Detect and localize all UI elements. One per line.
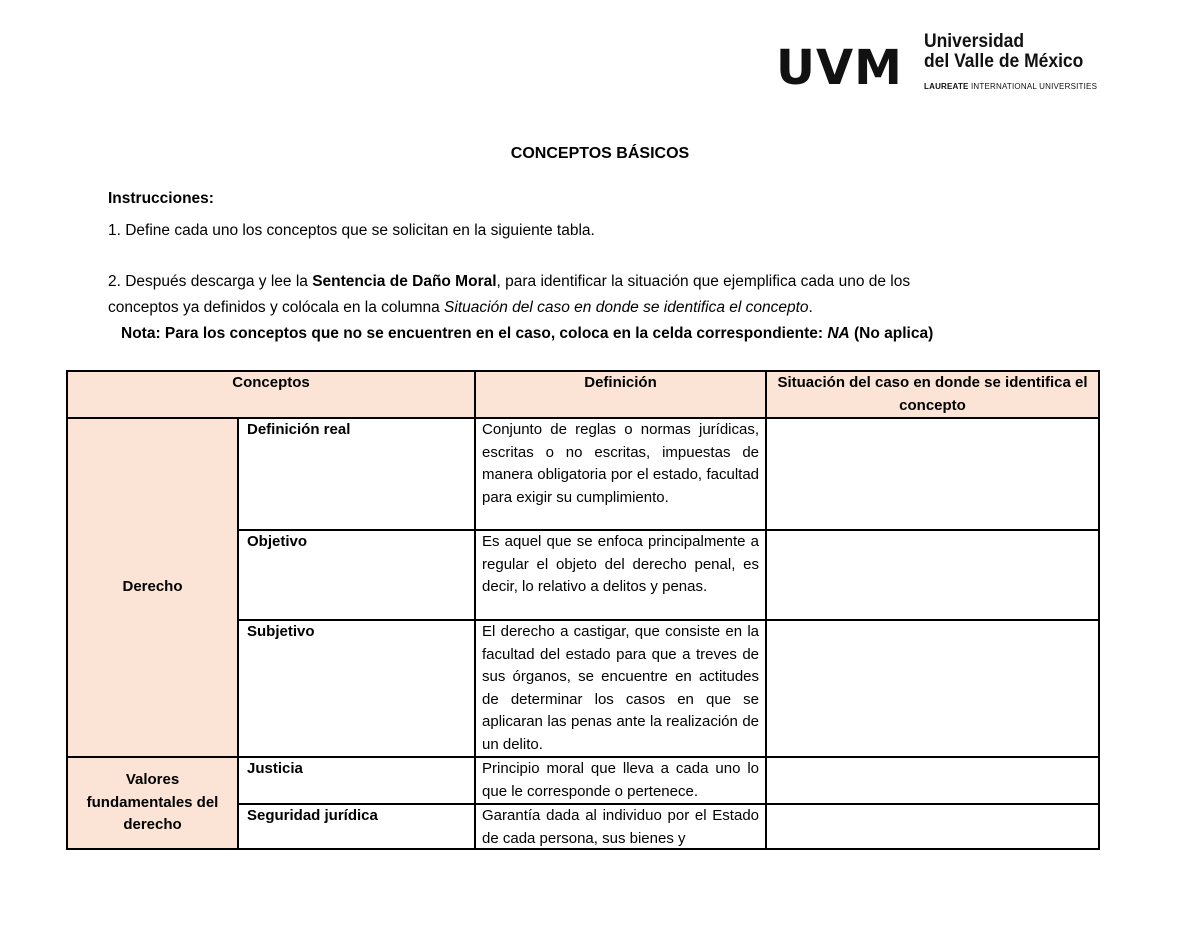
definition-cell[interactable]: Es aquel que se enfoca principalmente a regular el objeto del derecho penal, es decir, lo relativo a delitos y penas. [475,530,766,620]
logo-mark: UVM [776,40,903,96]
definition-cell[interactable]: El derecho a castigar, que consiste en la facultad del estado para que a treves de sus órganos, se encuentre en actitudes de determinar los casos en que se aplicaran las penas ante la realización de un delito. [475,620,766,757]
instruction-step-2-line-1 [108,271,910,293]
table-row [67,418,1099,530]
header-situation: Situación del caso en donde se identifica el concepto [766,371,1099,418]
group-derecho: Derecho [67,418,238,757]
logo-tag-bold: LAUREATE [924,82,969,91]
logo-name-line1: Universidad [924,31,1025,52]
step2-line2-pre: conceptos ya definidos y colócala en la columna [108,299,445,316]
logo-tag-rest: INTERNATIONAL UNIVERSITIES [971,82,1098,91]
logo-tagline [924,82,1097,91]
header-concepts: Conceptos [67,371,475,418]
step2-post: , para identificar la situación que ejemplifica cada uno de los [496,273,911,290]
situation-cell[interactable] [766,804,1099,849]
logo-name-line2: del Valle de México [924,51,1084,72]
table-header-row [67,371,1099,418]
instructions-label: Instrucciones: [108,190,214,207]
situation-cell[interactable] [766,620,1099,757]
header-definition: Definición [475,371,766,418]
step2-line2-italic: Situación del caso en donde se identifica el concepto [444,299,809,316]
concept-cell: Seguridad jurídica [238,804,475,849]
instruction-step-2-line-2 [108,297,813,319]
concept-cell: Justicia [238,757,475,804]
group-valores: Valores fundamentales del derecho [67,757,238,849]
step2-pre: 2. Después descarga y lee la [108,273,313,290]
note [121,323,933,345]
uvm-logo [776,32,1096,94]
definition-cell[interactable]: Conjunto de reglas o normas jurídicas, escritas o no escritas, impuestas de manera obligatoria por el estado, facultad para exigir su cumplimiento. [475,418,766,530]
note-post: (No aplica) [849,325,934,342]
instruction-step-1: 1. Define cada uno los conceptos que se solicitan en la siguiente tabla. [108,222,595,239]
concept-cell: Objetivo [238,530,475,620]
concept-cell: Definición real [238,418,475,530]
logo-name [924,32,1097,72]
definition-cell[interactable]: Principio moral que lleva a cada uno lo que le corresponde o pertenece. [475,757,766,804]
note-italic: NA [827,325,850,342]
step2-bold: Sentencia de Daño Moral [312,273,497,290]
concepts-table [66,370,1100,850]
situation-cell[interactable] [766,530,1099,620]
note-pre: Nota: Para los conceptos que no se encuentren en el caso, coloca en la celda correspondiente: [121,325,828,342]
concept-cell: Subjetivo [238,620,475,757]
definition-cell[interactable] [475,804,766,849]
page-title: CONCEPTOS BÁSICOS [510,145,690,162]
step2-line2-post: . [808,299,813,316]
situation-cell[interactable] [766,757,1099,804]
definition-text: Garantía dada al individuo por el Estado de cada persona, sus bienes y [482,807,760,847]
table-row [67,757,1099,804]
situation-cell[interactable] [766,418,1099,530]
